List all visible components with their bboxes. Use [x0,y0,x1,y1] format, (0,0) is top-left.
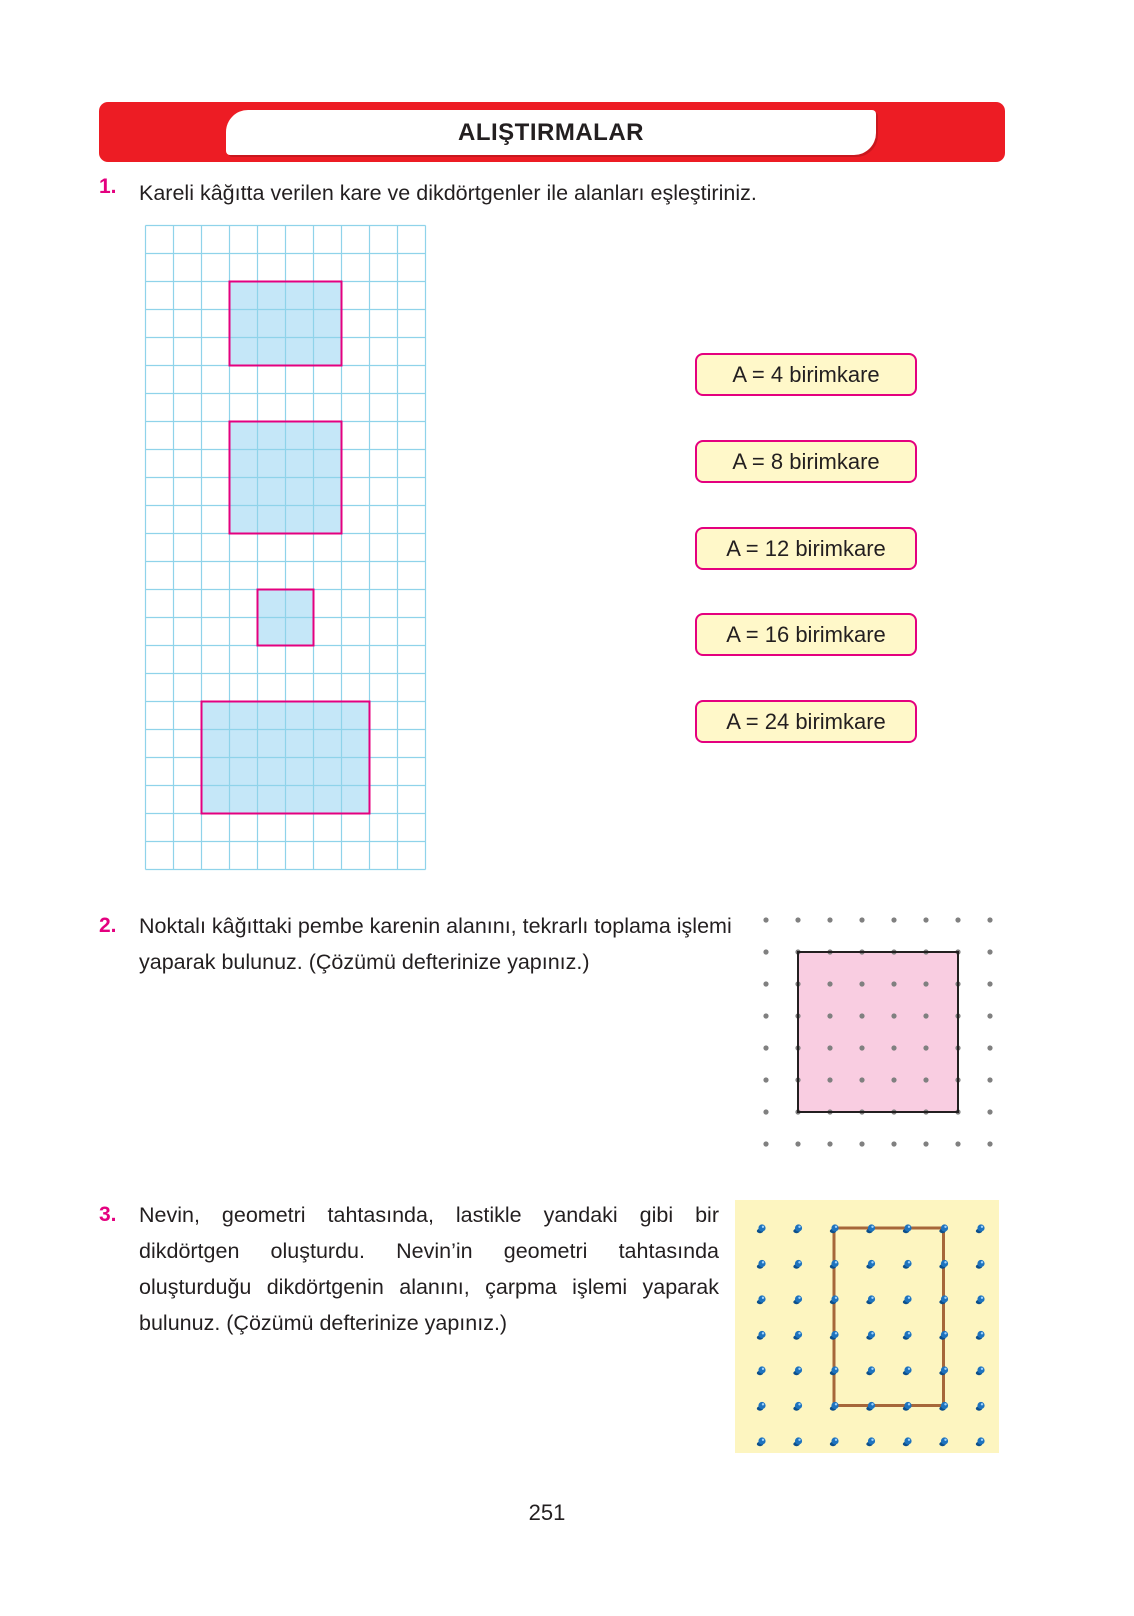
peg [941,1260,948,1267]
answer-option[interactable]: A = 12 birimkare [695,527,917,570]
peg-highlight [944,1261,946,1263]
peg [904,1366,911,1373]
grid-dot [955,1141,960,1146]
peg [795,1295,802,1302]
grid-dot [763,981,768,986]
grid-dot [923,1013,928,1018]
grid-dot [987,1077,992,1082]
peg-highlight [762,1332,764,1334]
grid-dot [891,1045,896,1050]
peg-highlight [798,1261,800,1263]
peg-highlight [762,1297,764,1299]
peg [977,1402,984,1409]
peg-highlight [871,1439,873,1441]
peg-highlight [835,1439,837,1441]
dot-paper-figure [758,912,1000,1154]
peg [977,1366,984,1373]
peg [941,1224,948,1231]
section-title: ALIŞTIRMALAR [226,110,876,155]
peg-highlight [981,1403,983,1405]
peg-highlight [981,1297,983,1299]
peg [941,1402,948,1409]
peg [831,1224,838,1231]
peg-highlight [798,1439,800,1441]
geoboard-figure [735,1200,999,1453]
peg-highlight [762,1403,764,1405]
grid-dot [763,1013,768,1018]
peg [941,1366,948,1373]
answer-option[interactable]: A = 24 birimkare [695,700,917,743]
grid-dot [827,1141,832,1146]
peg [758,1366,765,1373]
peg-highlight [835,1297,837,1299]
grid-dot [987,917,992,922]
grid-dot [763,1045,768,1050]
peg-highlight [871,1261,873,1263]
grid-dot [827,981,832,986]
grid-dot [923,981,928,986]
question-number: 1. [99,175,117,198]
peg-highlight [944,1332,946,1334]
peg [904,1224,911,1231]
grid-dot [763,1109,768,1114]
peg [758,1331,765,1338]
grid-dot [827,917,832,922]
question-number: 2. [99,914,117,937]
peg [758,1437,765,1444]
peg-highlight [908,1332,910,1334]
answer-option[interactable]: A = 16 birimkare [695,613,917,656]
peg [977,1331,984,1338]
peg-highlight [944,1226,946,1228]
page-number: 251 [528,1500,566,1525]
grid-dot [795,1141,800,1146]
peg [795,1437,802,1444]
peg [941,1437,948,1444]
peg [904,1437,911,1444]
question-text: Nevin, geometri tahtasında, lastikle yandaki gibi bir dikdörtgen oluşturdu. Nevin’in geometri tahtasında oluşturduğu dikdörtgenin alanını, çarpma işlemi yaparak bulunuz. (Çözümü defterinize yapınız.) [139,1203,719,1335]
grid-dot [955,917,960,922]
peg-highlight [835,1332,837,1334]
grid-dot [827,1013,832,1018]
peg-highlight [798,1403,800,1405]
grid-dot [763,1077,768,1082]
peg [795,1331,802,1338]
grid-dot [795,917,800,922]
grid-dot [891,981,896,986]
question-text: Kareli kâğıtta verilen kare ve dikdörtgenler ile alanları eşleştiriniz. [139,181,757,205]
peg [868,1260,875,1267]
grid-dot [923,1077,928,1082]
peg [795,1224,802,1231]
grid-dot [987,1045,992,1050]
grid-dot [891,1013,896,1018]
grid-dot [891,1077,896,1082]
peg-highlight [944,1403,946,1405]
peg [904,1260,911,1267]
peg [831,1260,838,1267]
peg-highlight [908,1297,910,1299]
peg-highlight [908,1226,910,1228]
peg-highlight [798,1332,800,1334]
peg-highlight [798,1297,800,1299]
peg-highlight [908,1368,910,1370]
peg-highlight [798,1226,800,1228]
grid-dot [859,917,864,922]
peg-highlight [908,1439,910,1441]
peg [868,1366,875,1373]
peg [795,1366,802,1373]
peg [868,1402,875,1409]
peg-highlight [835,1261,837,1263]
grid-dot [763,949,768,954]
grid-dot [987,1013,992,1018]
grid-dot [827,1045,832,1050]
peg-highlight [981,1226,983,1228]
peg-highlight [944,1439,946,1441]
grid-dot [891,917,896,922]
peg [904,1331,911,1338]
peg [795,1260,802,1267]
peg [904,1402,911,1409]
peg-highlight [908,1403,910,1405]
grid-dot [859,1141,864,1146]
grid-dot [987,1141,992,1146]
peg [868,1331,875,1338]
peg [977,1295,984,1302]
peg-highlight [871,1332,873,1334]
question-number: 3. [99,1203,117,1226]
grid-dot [859,1077,864,1082]
grid-dot [859,981,864,986]
peg [904,1295,911,1302]
peg-highlight [908,1261,910,1263]
peg [831,1331,838,1338]
pink-square-fill [798,952,958,1112]
peg-highlight [871,1368,873,1370]
peg [758,1260,765,1267]
peg-highlight [762,1226,764,1228]
peg-highlight [835,1403,837,1405]
grid-dot [923,917,928,922]
question-text: Noktalı kâğıttaki pembe karenin alanını, tekrarlı toplama işlemi yaparak bulunuz. (Çözümü defterinize yapınız.) [139,914,732,974]
peg [977,1260,984,1267]
peg [831,1402,838,1409]
grid-dot [763,917,768,922]
peg-highlight [762,1261,764,1263]
grid-dot [859,1013,864,1018]
peg-highlight [762,1439,764,1441]
peg [831,1437,838,1444]
peg [977,1437,984,1444]
grid-dot [923,1141,928,1146]
grid-dot [763,1141,768,1146]
peg-highlight [944,1297,946,1299]
geoboard-background [735,1200,999,1453]
peg-highlight [798,1368,800,1370]
peg [941,1331,948,1338]
peg [831,1366,838,1373]
peg [758,1402,765,1409]
peg-highlight [981,1368,983,1370]
peg [941,1295,948,1302]
answer-option[interactable]: A = 4 birimkare [695,353,917,396]
answer-option[interactable]: A = 8 birimkare [695,440,917,483]
peg-highlight [835,1226,837,1228]
grid-dot [891,1141,896,1146]
peg-highlight [871,1297,873,1299]
peg [795,1402,802,1409]
peg-highlight [871,1403,873,1405]
peg-highlight [762,1368,764,1370]
peg-highlight [835,1368,837,1370]
grid-dot [859,1045,864,1050]
grid-dot [987,1109,992,1114]
peg-highlight [944,1368,946,1370]
peg [758,1295,765,1302]
peg-highlight [981,1439,983,1441]
peg-highlight [981,1261,983,1263]
peg [758,1224,765,1231]
peg [868,1437,875,1444]
grid-paper-figure [144,224,428,872]
grid-dot [987,949,992,954]
peg-highlight [981,1332,983,1334]
peg [868,1224,875,1231]
grid-dot [827,1077,832,1082]
peg [868,1295,875,1302]
grid-dot [923,1045,928,1050]
peg [831,1295,838,1302]
grid-dot [987,981,992,986]
peg [977,1224,984,1231]
peg-highlight [871,1226,873,1228]
